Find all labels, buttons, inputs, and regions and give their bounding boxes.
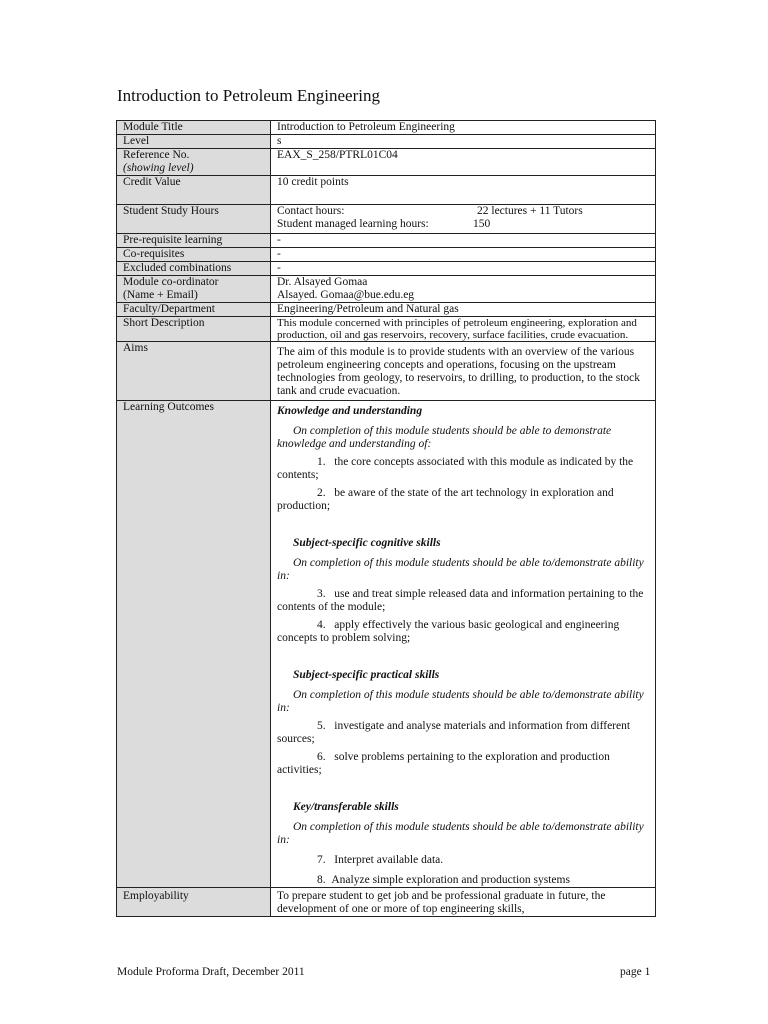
module-proforma-table: [116, 120, 656, 917]
row-module-title: [117, 121, 656, 135]
lo-item: 5. investigate and analyse materials and information from different sources;: [277, 720, 631, 745]
learning-outcomes-value: [271, 401, 656, 888]
lo-section-heading: Subject-specific cognitive skills: [293, 537, 441, 549]
corequisites-label: Co-requisites: [117, 248, 271, 262]
reference-label-cell: [117, 149, 271, 176]
excluded-value: -: [271, 262, 656, 276]
reference-label-sub: (showing level): [123, 162, 194, 174]
employability-value: To prepare student to get job and be professional graduate in future, the development of one or more of top engineering skills,: [271, 888, 656, 917]
lo-section-intro: On completion of this module students should be able to/demonstrate ability in:: [277, 689, 644, 714]
row-faculty: [117, 303, 656, 317]
contact-hours-value: 22 lectures + 11 Tutors: [477, 205, 583, 217]
corequisites-value: -: [271, 248, 656, 262]
study-hours-label: Student Study Hours: [117, 205, 271, 234]
faculty-value: Engineering/Petroleum and Natural gas: [271, 303, 656, 317]
row-level: [117, 135, 656, 149]
lo-section-heading: Subject-specific practical skills: [293, 669, 440, 681]
study-hours-value: [271, 205, 656, 234]
page-number: page 1: [620, 966, 651, 978]
lo-item: 3. use and treat simple released data and information pertaining to the contents of the module;: [277, 588, 644, 613]
module-title-value: Introduction to Petroleum Engineering: [271, 121, 656, 135]
lo-section-cognitive: [277, 537, 649, 645]
lo-section-heading: Key/transferable skills: [293, 801, 399, 813]
reference-value: EAX_S_258/PTRL01C04: [271, 149, 656, 176]
level-label: Level: [117, 135, 271, 149]
lo-section-practical: [277, 669, 649, 777]
coordinator-value: [271, 276, 656, 303]
short-description-label: Short Description: [117, 317, 271, 342]
document-title: Introduction to Petroleum Engineering: [117, 86, 380, 105]
row-study-hours: [117, 205, 656, 234]
lo-section-intro: On completion of this module students should be able to/demonstrate ability in:: [277, 821, 644, 846]
prerequisite-value: -: [271, 234, 656, 248]
row-excluded: [117, 262, 656, 276]
aims-value: The aim of this module is to provide students with an overview of the various petroleum engineering concepts and operations, focusing on the upstream technologies from geology, to reservoirs, to drilling, to production, to the stock tank and crude evacuation.: [271, 342, 656, 401]
lo-item: 2. be aware of the state of the art technology in exploration and production;: [277, 487, 614, 512]
row-aims: [117, 342, 656, 401]
lo-section-knowledge: [277, 405, 649, 513]
aims-label: Aims: [117, 342, 271, 401]
coordinator-label-cell: [117, 276, 271, 303]
footer-draft-label: Module Proforma Draft, December 2011: [117, 966, 305, 978]
row-reference: [117, 149, 656, 176]
row-learning-outcomes: [117, 401, 656, 888]
contact-hours-line: [277, 205, 649, 218]
lo-section-intro: On completion of this module students should be able to demonstrate knowledge and understanding of:: [277, 425, 612, 450]
lo-item: 6. solve problems pertaining to the exploration and production activities;: [277, 751, 610, 776]
credit-label: Credit Value: [117, 176, 271, 205]
employability-label: Employability: [117, 888, 271, 917]
coordinator-name: Dr. Alsayed Gomaa: [277, 276, 368, 288]
coordinator-email: Alsayed. Gomaa@bue.edu.eg: [277, 289, 415, 301]
row-credit: [117, 176, 656, 205]
lo-section-heading: Knowledge and understanding: [277, 405, 423, 417]
reference-label: Reference No.: [123, 149, 190, 161]
faculty-label: Faculty/Department: [117, 303, 271, 317]
lo-section-intro: On completion of this module students should be able to/demonstrate ability in:: [277, 557, 644, 582]
learning-outcomes-label: Learning Outcomes: [117, 401, 271, 888]
lo-item: 4. apply effectively the various basic geological and engineering concepts to problem solving;: [277, 619, 620, 644]
prerequisite-label: Pre-requisite learning: [117, 234, 271, 248]
short-description-value: This module concerned with principles of petroleum engineering, exploration and production, oil and gas reservoirs, recovery, surface facilities, crude evacuation.: [271, 317, 656, 342]
lo-item: 7. Interpret available data.: [317, 854, 444, 866]
level-value: s: [271, 135, 656, 149]
credit-value: 10 credit points: [271, 176, 656, 205]
excluded-label: Excluded combinations: [117, 262, 271, 276]
row-prerequisite: [117, 234, 656, 248]
module-title-label: Module Title: [117, 121, 271, 135]
managed-hours-label: Student managed learning hours:: [277, 218, 429, 230]
row-corequisites: [117, 248, 656, 262]
managed-hours-line: [277, 218, 649, 231]
managed-hours-value: 150: [473, 218, 491, 230]
lo-item: 1. the core concepts associated with this module as indicated by the contents;: [277, 456, 634, 481]
row-coordinator: [117, 276, 656, 303]
row-employability: [117, 888, 656, 917]
row-short-description: [117, 317, 656, 342]
coordinator-label: Module co-ordinator: [123, 276, 219, 288]
coordinator-label-sub: (Name + Email): [123, 289, 198, 301]
contact-hours-label: Contact hours:: [277, 205, 345, 217]
lo-item: 8. Analyze simple exploration and production systems: [317, 874, 570, 886]
lo-section-transferable: [277, 801, 649, 887]
